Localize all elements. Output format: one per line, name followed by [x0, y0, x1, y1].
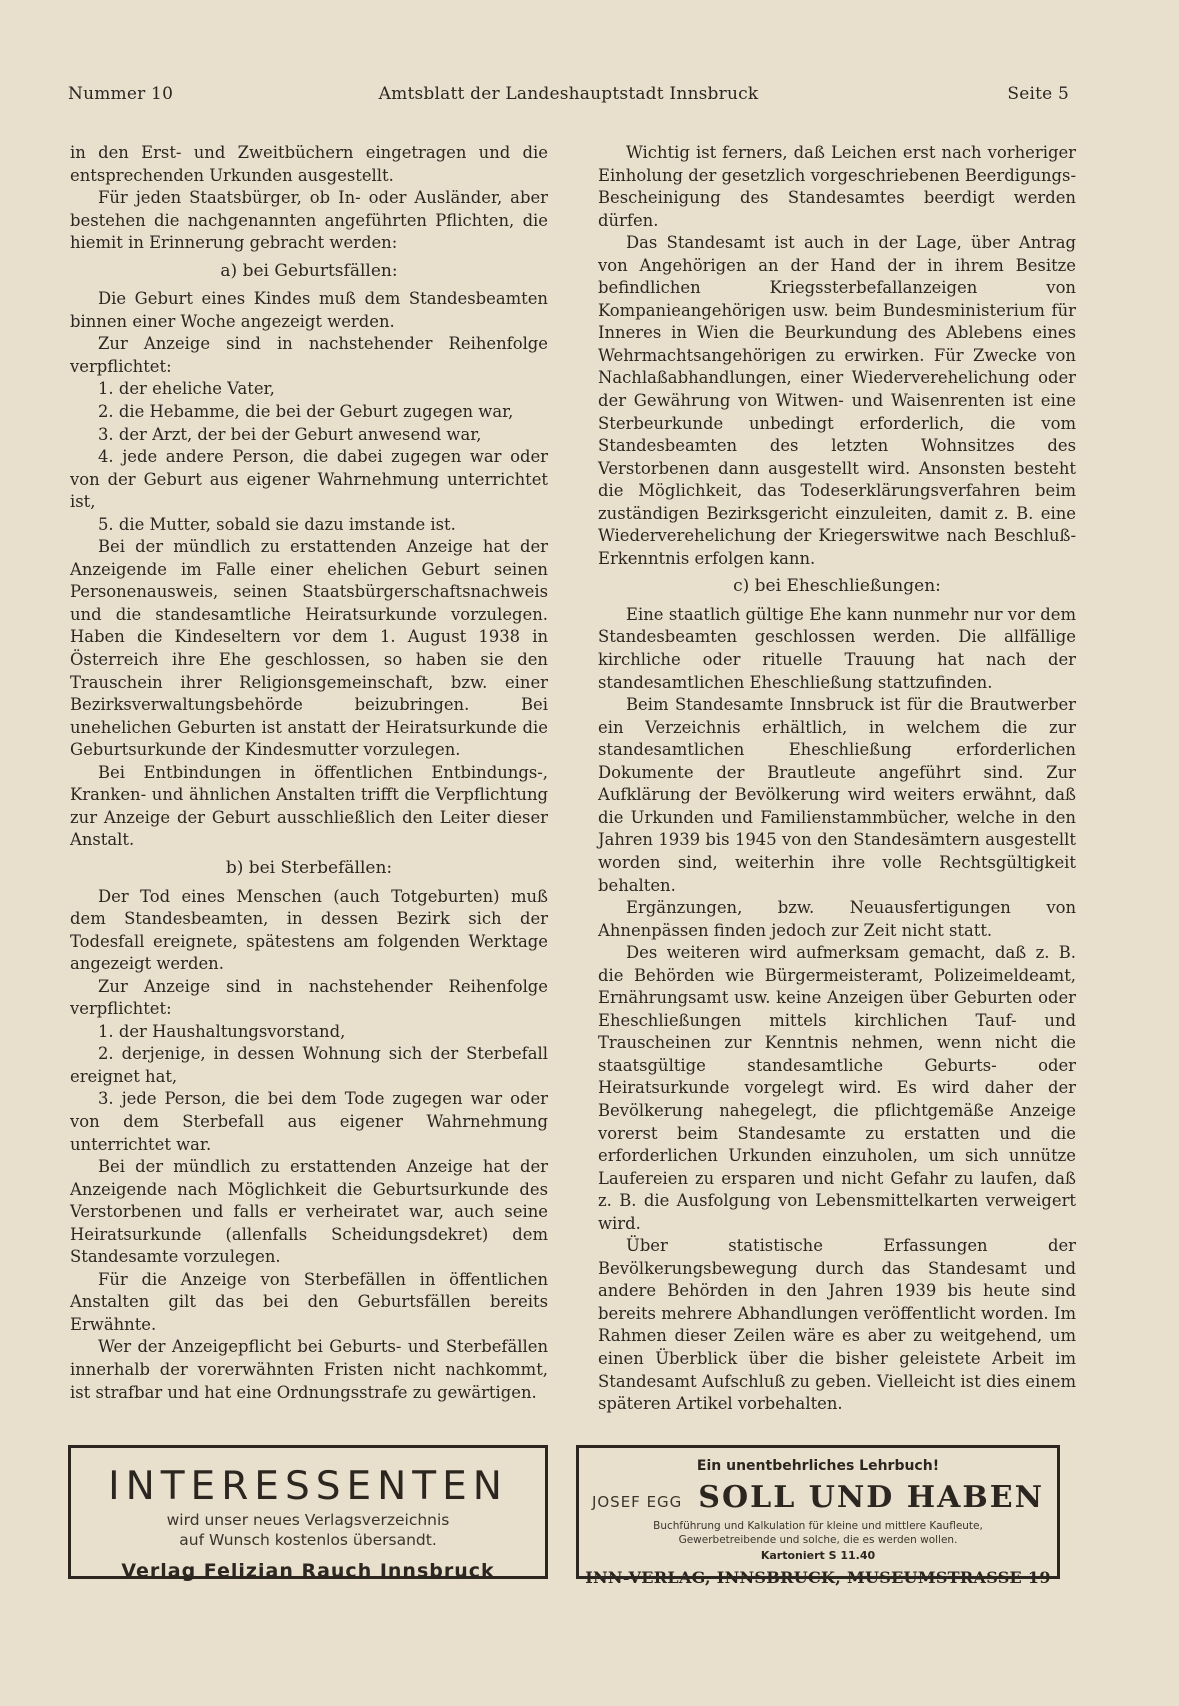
- paragraph: Für die Anzeige von Sterbefällen in öffentlichen Anstalten gilt das bei den Geburtsfällen bereits Erwähnte.: [70, 1269, 548, 1334]
- list-item: 3. jede Person, die bei dem Tode zugegen war oder von dem Sterbefall aus eigener Wahrnehmung unterrichtet war.: [70, 1089, 548, 1154]
- paragraph: Bei der mündlich zu erstattenden Anzeige hat der Anzeigende im Falle einer ehelichen Geburt seinen Personenausweis, seinen Staatsbürgerschaftsnachweis und die standesamtliche Heiratsurkunde vorzulegen. Haben die Kindeseltern vor dem 1. August 1938 in Österreich ihre Ehe geschlossen, so haben sie den Trauschein ihrer Religionsgemeinschaft, bzw. einer Bezirksverwaltungsbehörde beizubringen. Bei unehelichen Geburten ist anstatt der Heiratsurkunde die Geburtsurkunde der Kindesmutter vorzulegen.: [70, 537, 548, 760]
- publication-title: Amtsblatt der Landeshauptstadt Innsbruck: [378, 84, 759, 104]
- paragraph: Wichtig ist ferners, daß Leichen erst nach vorheriger Einholung der gesetzlich vorgeschriebenen Beerdigungs-Bescheinigung des Standesamtes beerdigt werden dürfen.: [598, 143, 1076, 230]
- list-item: 3. der Arzt, der bei der Geburt anwesend war,: [98, 424, 482, 444]
- issue-number: Nummer 10: [68, 84, 174, 104]
- section-heading: a) bei Geburtsfällen:: [220, 260, 398, 281]
- paragraph: in den Erst- und Zweitbüchern eingetragen und die entsprechenden Urkunden ausgestellt.: [70, 143, 548, 185]
- left-column: [70, 142, 548, 1404]
- list-item: 2. die Hebamme, die bei der Geburt zugegen war,: [98, 402, 514, 422]
- list-item: 5. die Mutter, sobald sie dazu imstande ist.: [98, 514, 456, 534]
- ad-author: JOSEF EGG: [591, 1493, 683, 1511]
- ad-text-line: wird unser neues Verlagsverzeichnis: [166, 1511, 450, 1529]
- page-header: [68, 84, 1069, 110]
- ad-headline: INTERESSENTEN: [108, 1464, 508, 1509]
- ad-price: Kartoniert S 11.40: [760, 1549, 876, 1562]
- paragraph: Wer der Anzeigepflicht bei Geburts- und Sterbefällen innerhalb der vorerwähnten Fristen nicht nachkommt, ist strafbar und hat eine Ordnungsstrafe zu gewärtigen.: [70, 1337, 548, 1402]
- list-item: 4. jede andere Person, die dabei zugegen war oder von der Geburt aus eigener Wahrnehmung unterrichtet ist,: [70, 447, 548, 512]
- right-column: [598, 142, 1076, 1416]
- paragraph: Für jeden Staatsbürger, ob In- oder Ausländer, aber bestehen die nachgenannten angeführten Pflichten, die hiemit in Erinnerung gebracht werden:: [70, 188, 548, 253]
- ad-text-line: auf Wunsch kostenlos übersandt.: [179, 1531, 437, 1549]
- advertisement-rauch: [68, 1445, 548, 1582]
- ad-description: Buchführung und Kalkulation für kleine und mittlere Kaufleute, Gewerbetreibende und solche, die es werden wollen.: [653, 1520, 983, 1546]
- ad-tagline: Ein unentbehrliches Lehrbuch!: [696, 1458, 940, 1474]
- ad-book-title: SOLL UND HABEN: [698, 1480, 1045, 1515]
- paragraph: Die Geburt eines Kindes muß dem Standesbeamten binnen einer Woche angezeigt werden.: [70, 289, 548, 331]
- paragraph: Der Tod eines Menschen (auch Totgeburten) muß dem Standesbeamten, in dessen Bezirk sich der Todesfall ereignete, spätestens am folgenden Werktage angezeigt werden.: [70, 886, 548, 974]
- list-item: 1. der eheliche Vater,: [98, 379, 275, 399]
- paragraph: Zur Anzeige sind in nachstehender Reihenfolge verpflichtet:: [70, 976, 548, 1019]
- paragraph: Bei Entbindungen in öffentlichen Entbindungs-, Kranken- und ähnlichen Anstalten trifft die Verpflichtung zur Anzeige der Geburt ausschließlich den Leiter dieser Anstalt.: [70, 762, 548, 850]
- paragraph: Eine staatlich gültige Ehe kann nunmehr nur vor dem Standesbeamten geschlossen werden. Die allfällige kirchliche oder rituelle Trauung hat nach der standesamtlichen Eheschließung stattzufinden.: [598, 604, 1076, 692]
- paragraph: Des weiteren wird aufmerksam gemacht, daß z. B. die Behörden wie Bürgermeisteramt, Polizeimeldeamt, Ernährungsamt usw. keine Anzeigen über Geburten oder Eheschließungen mittels kirchlichen Tauf- und Trauscheinen zur Kenntnis nehmen, wenn nicht die staatsgültige standesamtliche Geburts- oder Heiratsurkunde vorgelegt wird. Es wird daher der Bevölkerung nahegelegt, die pflichtgemäße Anzeige vorerst beim Standesamte zu erstatten und die erforderlichen Urkunden einzuholen, um sich unnütze Laufereien zu ersparen und nicht Gefahr zu laufen, daß z. B. die Ausfolgung von Lebensmittelkarten verweigert wird.: [598, 943, 1076, 1233]
- section-heading: b) bei Sterbefällen:: [225, 857, 393, 878]
- section-heading: c) bei Eheschließungen:: [733, 576, 941, 597]
- paragraph: Bei der mündlich zu erstattenden Anzeige hat der Anzeigende nach Möglichkeit die Geburtsurkunde des Verstorbenen und falls er verheiratet war, auch seine Heiratsurkunde (allenfalls Scheidungsdekret) dem Standesamte vorzulegen.: [70, 1157, 548, 1267]
- list-item: 1. der Haushaltungsvorstand,: [98, 1021, 346, 1041]
- ad-publisher: Verlag Felizian Rauch Innsbruck: [121, 1560, 495, 1582]
- ad-publisher: INN-VERLAG, INNSBRUCK, MUSEUMSTRASSE 19: [585, 1568, 1051, 1587]
- page-number: Seite 5: [1007, 84, 1069, 104]
- ad-title-row: [579, 1480, 1057, 1515]
- paragraph: Zur Anzeige sind in nachstehender Reihenfolge verpflichtet:: [70, 334, 548, 376]
- paragraph: Beim Standesamte Innsbruck ist für die Brautwerber ein Verzeichnis erhältlich, in welchem die zur standesamtlichen Eheschließung erforderlichen Dokumente der Brautleute angeführt sind. Zur Aufklärung der Bevölkerung wird weiters erwähnt, daß die Urkunden und Familienstammbücher, welche in den Jahren 1939 bis 1945 von den Standesämtern ausgestellt worden sind, weiterhin ihre volle Rechtsgültigkeit behalten.: [598, 695, 1076, 895]
- paragraph: Das Standesamt ist auch in der Lage, über Antrag von Angehörigen an der Hand der in ihrem Besitze befindlichen Kriegssterbefallanzeigen von Kompanieangehörigen usw. beim Bundesministerium für Inneres in Wien die Beurkundung des Ablebens eines Wehrmachtsangehörigen zu erwirken. Für Zwecke von Nachlaßabhandlungen, einer Wiederverehelichung oder der Gewährung von Witwen- und Waisenrenten ist eine Sterbeurkunde unbedingt erforderlich, die vom Standesbeamten des letzten Wohnsitzes des Verstorbenen dann ausgestellt wird. Ansonsten besteht die Möglichkeit, das Todeserklärungsverfahren beim zuständigen Bezirksgericht einzuleiten, damit z. B. eine Wiederverehelichung der Kriegerswitwe nach Beschluß-Erkenntnis erfolgen kann.: [598, 233, 1076, 568]
- paragraph: Ergänzungen, bzw. Neuausfertigungen von Ahnenpässen finden jedoch zur Zeit nicht statt.: [598, 898, 1076, 940]
- advertisement-soll-und-haben: [576, 1445, 1060, 1587]
- paragraph: Über statistische Erfassungen der Bevölkerungsbewegung durch das Standesamt und andere Behörden in den Jahren 1939 bis heute sind bereits mehrere Abhandlungen veröffentlicht worden. Im Rahmen dieser Zeilen wäre es aber zu weitgehend, um einen Überblick über die bisher geleistete Arbeit im Standesamt Aufschluß zu geben. Vielleicht ist dies einem späteren Artikel vorbehalten.: [598, 1236, 1076, 1414]
- list-item: 2. derjenige, in dessen Wohnung sich der Sterbefall ereignet hat,: [70, 1044, 548, 1086]
